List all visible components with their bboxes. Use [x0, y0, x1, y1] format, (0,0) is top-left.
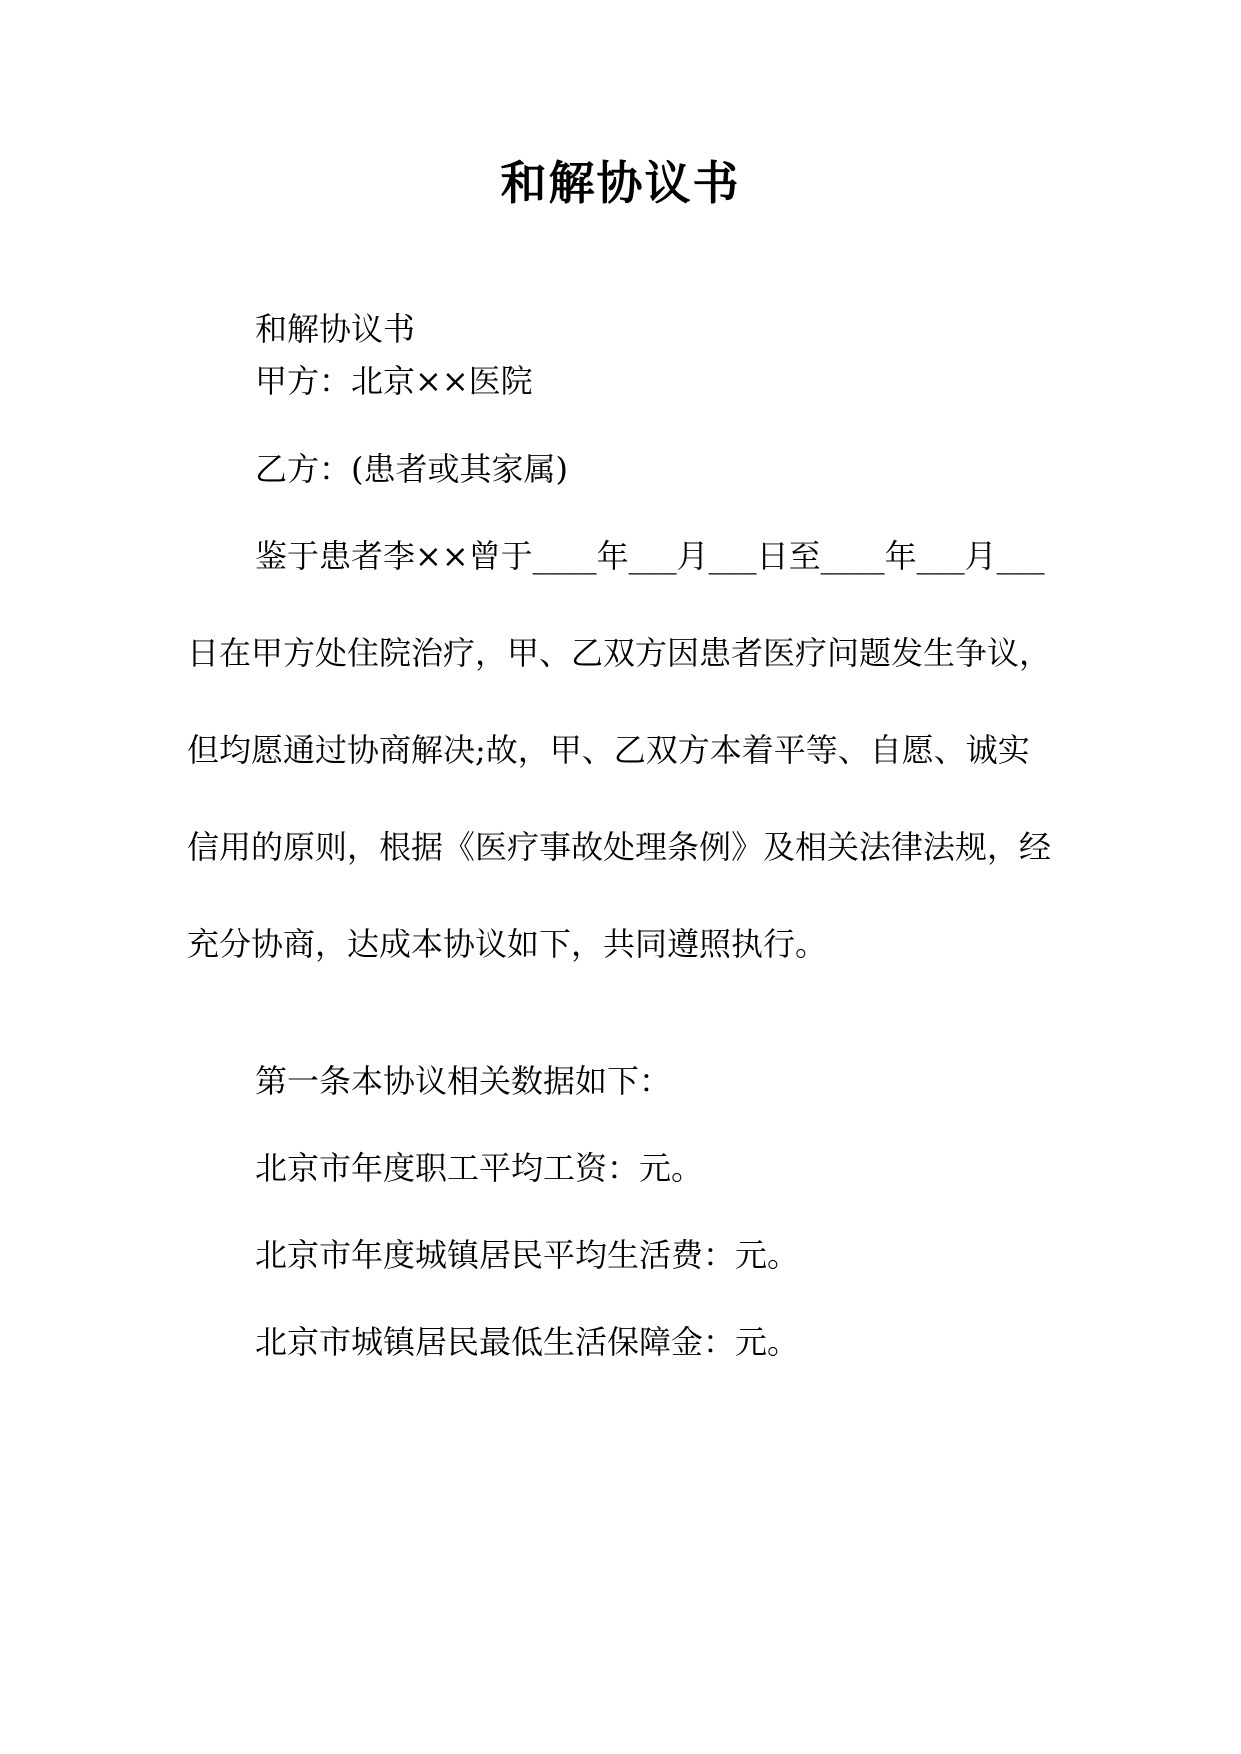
paragraph-subtitle: 和解协议书	[255, 310, 416, 348]
paragraph-minimum-security: 北京市城镇居民最低生活保障金：元。	[255, 1323, 800, 1361]
paragraph-party-b: 乙方：(患者或其家属)	[255, 450, 568, 488]
paragraph-living-cost: 北京市年度城镇居民平均生活费：元。	[255, 1236, 800, 1274]
paragraph-party-a: 甲方：北京××医院	[255, 362, 533, 400]
document-title: 和解协议书	[500, 156, 741, 210]
paragraph-average-wage: 北京市年度职工平均工资：元。	[255, 1149, 704, 1187]
paragraph-article-one: 第一条本协议相关数据如下：	[255, 1062, 672, 1100]
paragraph-preamble: 鉴于患者李××曾于____年___月___日至____年___月___日在甲方处住院治疗，甲、乙双方因患者医疗问题发生争议，但均愿通过协商解决;故，甲、乙双方本着平等、自愿、诚实信用的原则，根据《医疗事故处理条例》及相关法律法规，经充分协商，达成本协议如下，共同遵照执行。	[187, 537, 1052, 963]
